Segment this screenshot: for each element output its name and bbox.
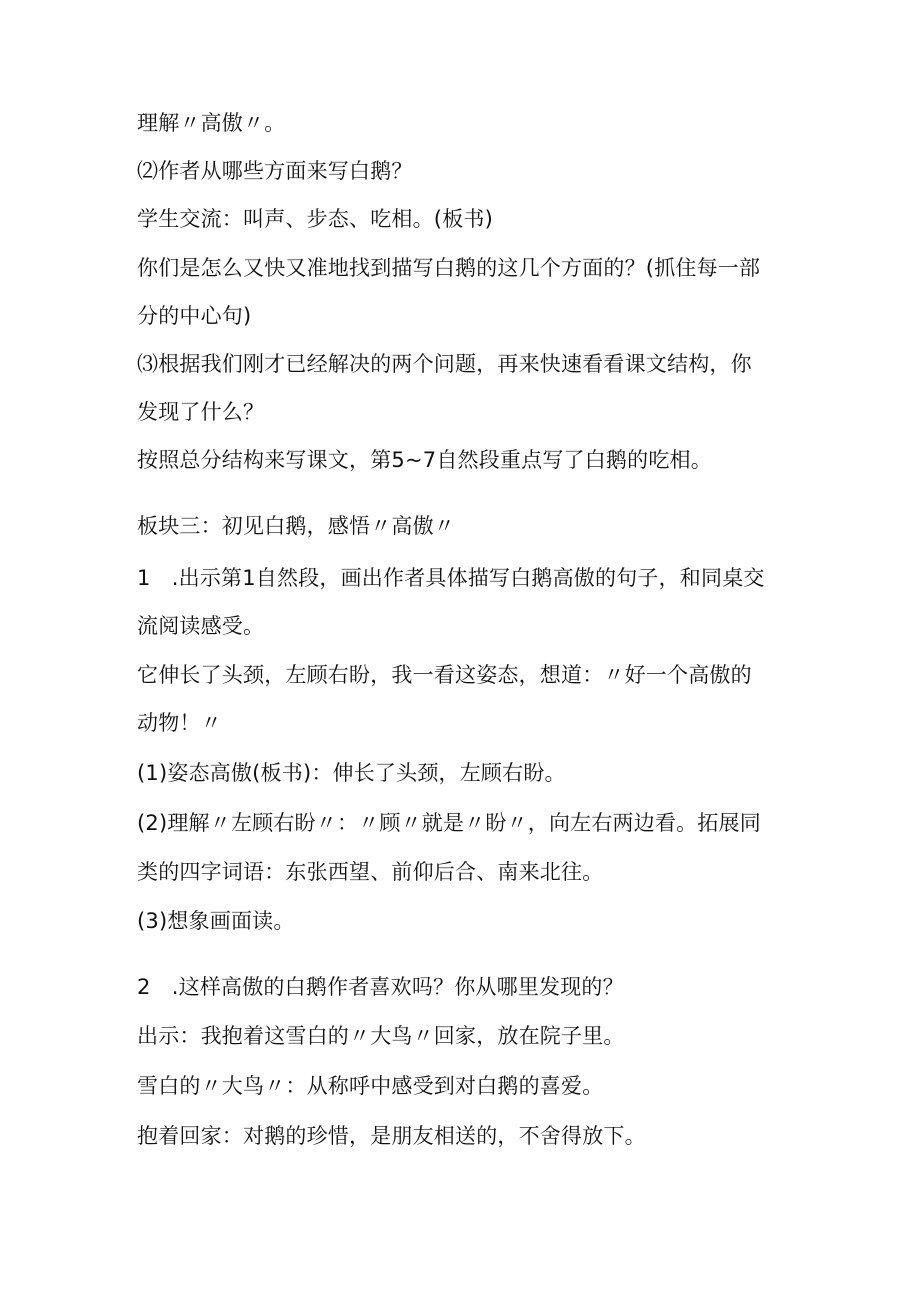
text-line: 它伸长了头颈，左顾右盼，我一看这姿态，想道：〃好一个高傲的 bbox=[137, 663, 752, 687]
text-line: 分的中心句) bbox=[137, 304, 252, 328]
text-line: 出示：我抱着这雪白的〃大鸟〃回家，放在院子里。 bbox=[137, 1024, 625, 1048]
text-line: 1 .出示第1自然段，画出作者具体描写白鹅高傲的句子，和同桌交 bbox=[137, 566, 765, 590]
text-line: 2 .这样高傲的白鹅作者喜欢吗？你从哪里发现的？ bbox=[137, 975, 624, 999]
text-line: ⑵作者从哪些方面来写白鹅？ bbox=[137, 159, 413, 183]
text-line: 类的四字词语：东张西望、前仰后合、南来北往。 bbox=[137, 860, 604, 884]
text-line: 按照总分结构来写课文，第5~7自然段重点写了白鹅的吃相。 bbox=[137, 448, 712, 472]
text-line: 抱着回家：对鹅的珍惜，是朋友相送的，不舍得放下。 bbox=[137, 1124, 646, 1148]
text-line: 理解〃高傲〃。 bbox=[137, 111, 286, 135]
text-line: 学生交流：叫声、步态、吃相。(板书) bbox=[137, 207, 493, 231]
text-line: 动物！〃 bbox=[137, 711, 222, 735]
text-line: 流阅读感受。 bbox=[137, 614, 265, 638]
text-line: ⑶根据我们刚才已经解决的两个问题，再来快速看看课文结构，你 bbox=[137, 352, 752, 376]
text-line: (2)理解〃左顾右盼〃：〃顾〃就是〃盼〃，向左右两边看。拓展同 bbox=[137, 811, 761, 835]
section-heading: 板块三：初见白鹅，感悟〃高傲〃 bbox=[137, 514, 455, 538]
text-line: 发现了什么？ bbox=[137, 400, 265, 424]
text-line: (3)想象画面读。 bbox=[137, 909, 295, 933]
text-line: (1)姿态高傲(板书)：伸长了头颈，左顾右盼。 bbox=[137, 761, 566, 785]
text-line: 你们是怎么又快又准地找到描写白鹅的这几个方面的？(抓住每一部 bbox=[137, 256, 761, 280]
text-line: 雪白的〃大鸟〃：从称呼中感受到对白鹅的喜爱。 bbox=[137, 1074, 604, 1098]
